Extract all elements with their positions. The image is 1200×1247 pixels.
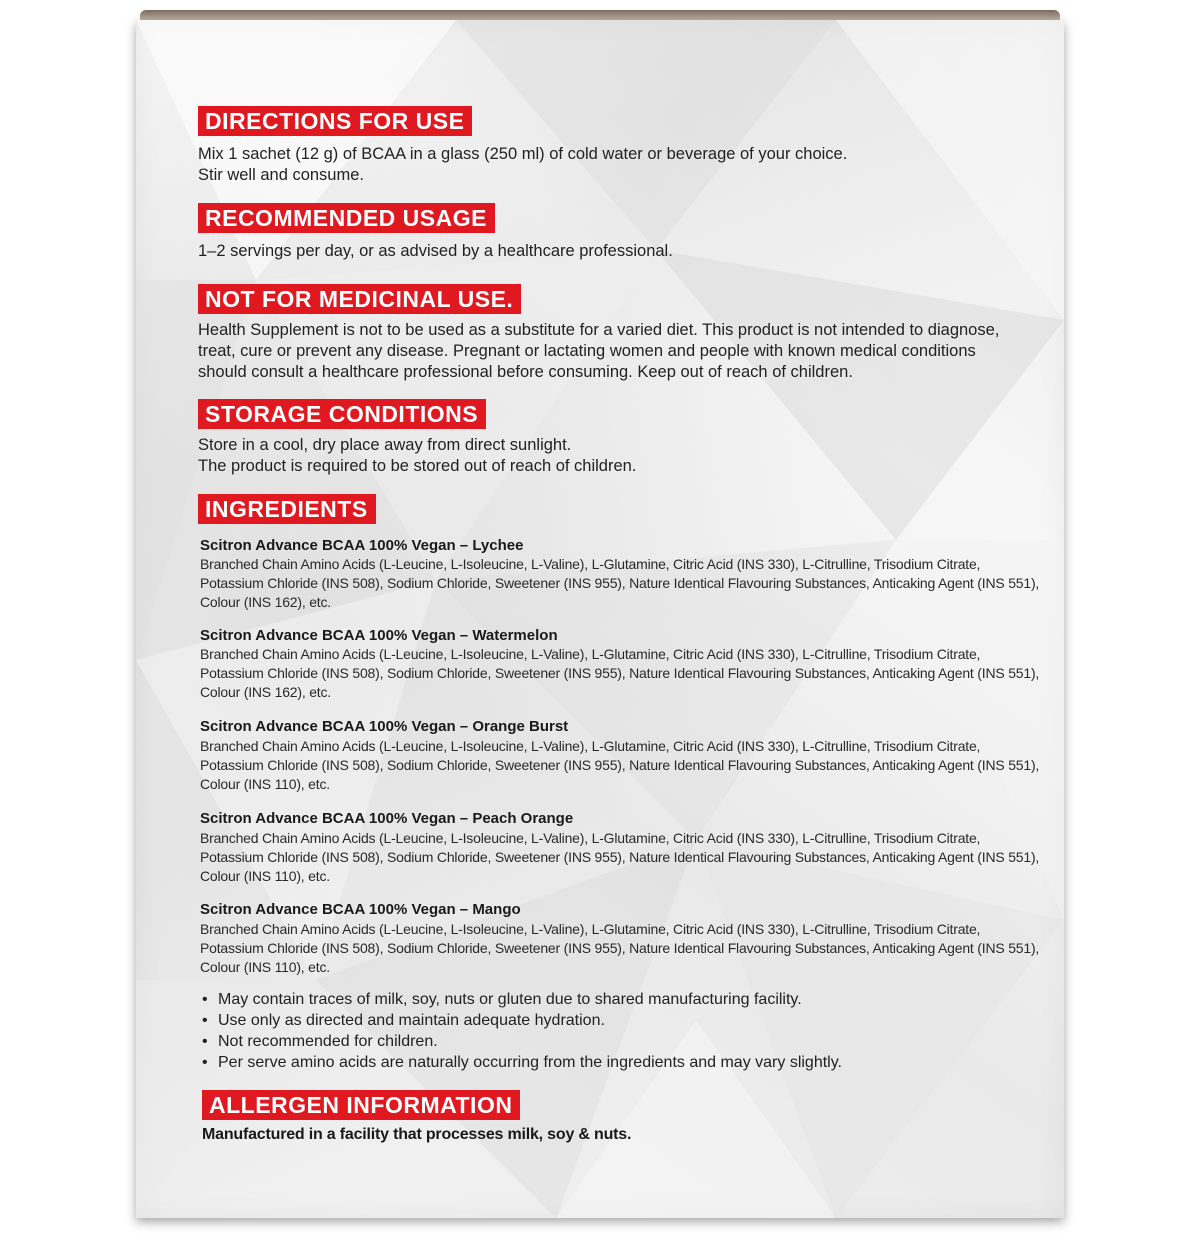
- text-line: treat, cure or prevent any disease. Pregnant or lactating women and people with known medical conditions: [198, 342, 976, 360]
- text-line: Branched Chain Amino Acids (L-Leucine, L-Isoleucine, L-Valine), L-Glutamine, Citric Acid (INS 330), L-Citrulline, Trisodium Citrate,: [200, 556, 981, 572]
- text-line: Branched Chain Amino Acids (L-Leucine, L-Isoleucine, L-Valine), L-Glutamine, Citric Acid (INS 330), L-Citrulline, Trisodium Citrate,: [200, 738, 981, 754]
- medicinal-text: [198, 320, 999, 383]
- notes-list: [202, 989, 842, 1073]
- ingredient-list-watermelon: [200, 645, 1060, 702]
- text-line: The product is required to be stored out of reach of children.: [198, 457, 637, 475]
- text-line: Branched Chain Amino Acids (L-Leucine, L-Isoleucine, L-Valine), L-Glutamine, Citric Acid (INS 330), L-Citrulline, Trisodium Citrate,: [200, 921, 981, 937]
- text-line: Branched Chain Amino Acids (L-Leucine, L-Isoleucine, L-Valine), L-Glutamine, Citric Acid (INS 330), L-Citrulline, Trisodium Citrate,: [200, 830, 981, 846]
- medicinal-heading: NOT FOR MEDICINAL USE.: [198, 284, 521, 314]
- text-line: Potassium Chloride (INS 508), Sodium Chloride, Sweetener (INS 955), Nature Identical Flavouring Substances, Anticaking Agent (INS 551),: [200, 665, 1040, 681]
- text-line: Colour (INS 162), etc.: [200, 684, 331, 700]
- text-line: Potassium Chloride (INS 508), Sodium Chloride, Sweetener (INS 955), Nature Identical Flavouring Substances, Anticaking Agent (INS 551),: [200, 940, 1040, 956]
- list-item: • May contain traces of milk, soy, nuts or gluten due to shared manufacturing facility.: [202, 989, 842, 1010]
- ingredient-list-lychee: [200, 555, 1060, 612]
- ingredient-title-watermelon: Scitron Advance BCAA 100% Vegan – Watermelon: [200, 627, 558, 644]
- text-line: Mix 1 sachet (12 g) of BCAA in a glass (250 ml) of cold water or beverage of your choice.: [198, 145, 848, 163]
- allergen-text: Manufactured in a facility that processes milk, soy & nuts.: [202, 1126, 632, 1143]
- ingredient-list-mango: [200, 920, 1060, 977]
- package-panel: [136, 20, 1064, 1218]
- ingredient-title-orange-burst: Scitron Advance BCAA 100% Vegan – Orange Burst: [200, 718, 569, 735]
- ingredient-list-orange-burst: [200, 737, 1060, 794]
- ingredient-title-mango: Scitron Advance BCAA 100% Vegan – Mango: [200, 901, 521, 918]
- text-line: Colour (INS 110), etc.: [200, 868, 330, 884]
- directions-heading: DIRECTIONS FOR USE: [198, 106, 472, 136]
- text-line: Colour (INS 110), etc.: [200, 959, 330, 975]
- text-line: Colour (INS 110), etc.: [200, 776, 330, 792]
- text-line: Potassium Chloride (INS 508), Sodium Chloride, Sweetener (INS 955), Nature Identical Flavouring Substances, Anticaking Agent (INS 551),: [200, 757, 1040, 773]
- list-item: • Use only as directed and maintain adequate hydration.: [202, 1010, 842, 1031]
- recommended-text: 1–2 servings per day, or as advised by a healthcare professional.: [198, 242, 673, 260]
- ingredient-title-peach-orange: Scitron Advance BCAA 100% Vegan – Peach Orange: [200, 810, 574, 827]
- text-line: Branched Chain Amino Acids (L-Leucine, L-Isoleucine, L-Valine), L-Glutamine, Citric Acid (INS 330), L-Citrulline, Trisodium Citrate,: [200, 646, 981, 662]
- text-line: Health Supplement is not to be used as a substitute for a varied diet. This product is not intended to diagnose,: [198, 321, 1000, 339]
- storage-text: [198, 435, 636, 477]
- recommended-heading: RECOMMENDED USAGE: [198, 203, 495, 233]
- list-item: • Per serve amino acids are naturally occurring from the ingredients and may vary slightly.: [202, 1052, 842, 1073]
- panel-content: [136, 20, 1064, 1218]
- text-line: Store in a cool, dry place away from direct sunlight.: [198, 436, 572, 454]
- allergen-heading: ALLERGEN INFORMATION: [202, 1090, 520, 1120]
- ingredients-heading: INGREDIENTS: [198, 494, 376, 524]
- text-line: Stir well and consume.: [198, 166, 364, 184]
- text-line: should consult a healthcare professional before consuming. Keep out of reach of children.: [198, 363, 853, 381]
- directions-text: [198, 144, 847, 186]
- ingredient-title-lychee: Scitron Advance BCAA 100% Vegan – Lychee: [200, 537, 524, 554]
- ingredient-list-peach-orange: [200, 829, 1060, 886]
- text-line: Potassium Chloride (INS 508), Sodium Chloride, Sweetener (INS 955), Nature Identical Flavouring Substances, Anticaking Agent (INS 551),: [200, 849, 1040, 865]
- text-line: Colour (INS 162), etc.: [200, 594, 331, 610]
- text-line: Potassium Chloride (INS 508), Sodium Chloride, Sweetener (INS 955), Nature Identical Flavouring Substances, Anticaking Agent (INS 551),: [200, 575, 1040, 591]
- list-item: • Not recommended for children.: [202, 1031, 842, 1052]
- storage-heading: STORAGE CONDITIONS: [198, 399, 486, 429]
